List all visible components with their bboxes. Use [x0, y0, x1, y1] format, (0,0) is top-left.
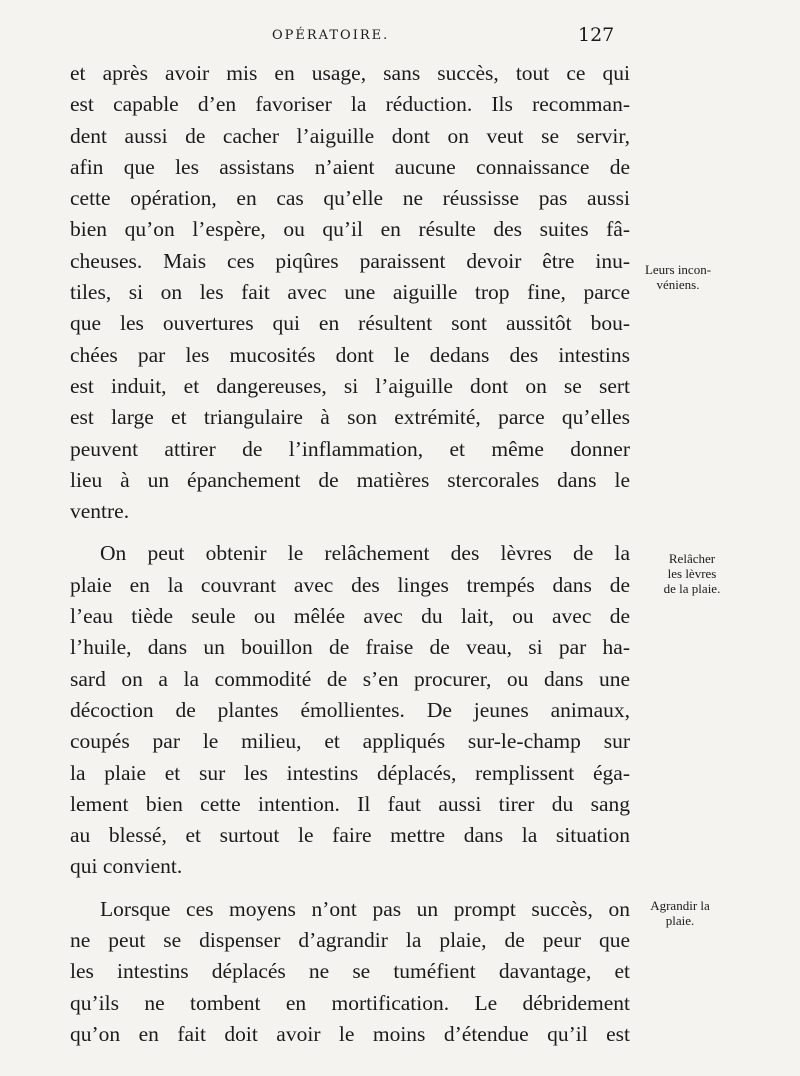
text-line: dent aussi de cacher l’aiguille dont on veut se servir,	[70, 123, 630, 148]
margin-note-line: véniens.	[656, 277, 700, 292]
margin-note-line: les lèvres	[667, 566, 717, 581]
text-line: On peut obtenir le relâchement des lèvres de la	[100, 541, 630, 566]
margin-note-line: plaie.	[665, 913, 695, 928]
text-line: afin que les assistans n’aient aucune connaissance de	[70, 154, 630, 179]
margin-note	[620, 898, 740, 928]
text-line: cheuses. Mais ces piqûres paraissent devoir être inu-	[70, 248, 630, 273]
margin-note	[632, 551, 752, 596]
text-line: la plaie et sur les intestins déplacés, remplissent éga-	[70, 760, 630, 785]
text-line: bien qu’on l’espère, ou qu’il en résulte des suites fâ-	[70, 217, 630, 242]
text-line: tiles, si on les fait avec une aiguille trop fine, parce	[70, 280, 630, 305]
margin-note-line: Leurs incon-	[644, 262, 712, 277]
text-line: est large et triangulaire à son extrémité, parce qu’elles	[70, 405, 630, 430]
text-line: qui convient.	[70, 854, 183, 879]
text-line: l’huile, dans un bouillon de fraise de veau, si par ha-	[70, 635, 630, 660]
body-text	[70, 58, 630, 1050]
text-line: coupés par le milieu, et appliqués sur-le-champ sur	[70, 729, 630, 754]
text-line: ne peut se dispenser d’agrandir la plaie, de peur que	[70, 928, 630, 953]
margin-note-line: Relâcher	[668, 551, 716, 566]
text-line: qu’ils ne tombent en mortification. Le débridement	[70, 990, 630, 1015]
page-number: 127	[578, 24, 615, 46]
text-line: Lorsque ces moyens n’ont pas un prompt succès, on	[100, 896, 630, 921]
text-line: plaie en la couvrant avec des linges trempés dans de	[70, 572, 630, 597]
text-line: les intestins déplacés ne se tuméfient davantage, et	[70, 959, 630, 984]
text-line: cette opération, en cas qu’elle ne réussisse pas aussi	[70, 186, 630, 211]
text-line: chées par les mucosités dont le dedans des intestins	[70, 342, 630, 367]
paragraph	[70, 538, 630, 882]
text-line: au blessé, et surtout le faire mettre dans la situation	[70, 823, 630, 848]
text-line: que les ouvertures qui en résultent sont aussitôt bou-	[70, 311, 630, 336]
text-line: l’eau tiède seule ou mêlée avec du lait, ou avec de	[70, 604, 630, 629]
margin-note	[618, 262, 738, 292]
margin-note-line: de la plaie.	[663, 581, 721, 596]
text-line: qu’on en fait doit avoir le moins d’étendue qu’il est	[70, 1021, 630, 1046]
text-line: lement bien cette intention. Il faut aussi tirer du sang	[70, 791, 630, 816]
paragraph	[70, 58, 630, 527]
text-line: est capable d’en favoriser la réduction. Ils recomman-	[70, 92, 630, 117]
text-line: peuvent attirer de l’inflammation, et même donner	[70, 436, 630, 461]
text-line: sard on a la commodité de s’en procurer, ou dans une	[70, 666, 630, 691]
paragraph	[70, 894, 630, 1050]
text-line: est induit, et dangereuses, si l’aiguille dont on se sert	[70, 373, 630, 398]
text-line: décoction de plantes émollientes. De jeunes animaux,	[70, 697, 630, 722]
text-line: ventre.	[70, 499, 130, 524]
text-line: lieu à un épanchement de matières stercorales dans le	[70, 467, 630, 492]
text-line: et après avoir mis en usage, sans succès, tout ce qui	[70, 61, 630, 85]
running-title: OPÉRATOIRE.	[272, 28, 390, 43]
margin-note-line: Agrandir la	[650, 898, 710, 913]
